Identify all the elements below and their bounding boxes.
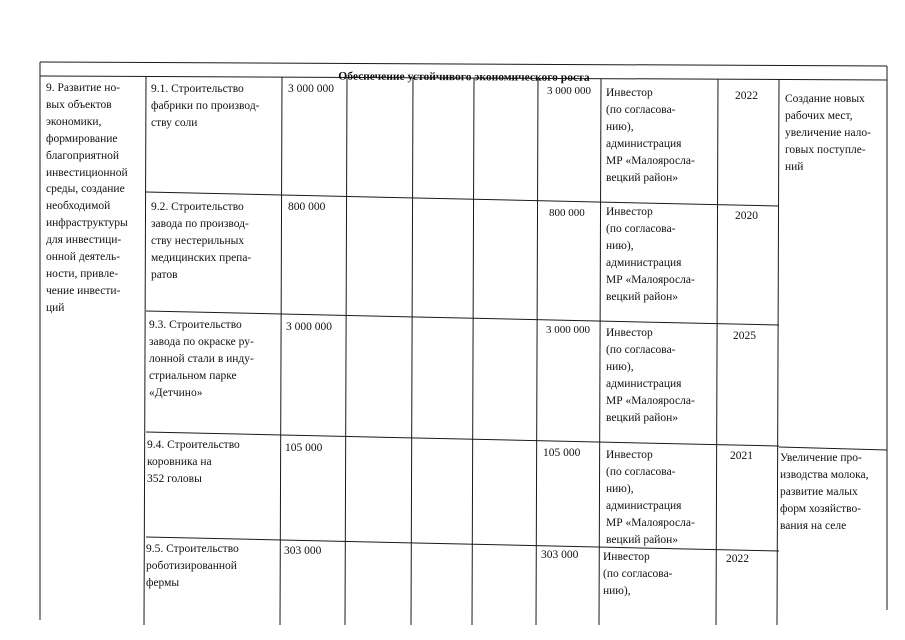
row-1-total: 3 000 000 bbox=[288, 83, 334, 95]
result-2: Увеличение про- изводства молока, развитие малых форм хозяйство- вания на селе bbox=[780, 452, 869, 532]
row-4-total: 105 000 bbox=[285, 442, 323, 454]
row-5-executor: Инвестор (по согласова- нию), bbox=[603, 551, 673, 597]
row-2-total: 800 000 bbox=[288, 201, 326, 213]
row-4-name: 9.4. Строительство коровника на 352 головы bbox=[147, 439, 240, 485]
row-2-executor: Инвестор (по согласова- нию), администрация МР «Малояросла- вецкий район» bbox=[606, 206, 695, 303]
row-2-extra: 800 000 bbox=[549, 207, 585, 219]
result-1: Создание новых рабочих мест, увеличение нало- говых поступле- ний bbox=[785, 93, 871, 173]
row-4-year: 2021 bbox=[730, 450, 753, 462]
row-1-name: 9.1. Строительство фабрики по производ- ству соли bbox=[151, 83, 260, 129]
row-1-year: 2022 bbox=[735, 90, 758, 102]
row-3-extra: 3 000 000 bbox=[546, 324, 590, 336]
row-3-year: 2025 bbox=[733, 330, 756, 342]
row-1-executor: Инвестор (по согласова- нию), администрация МР «Малояросла- вецкий район» bbox=[606, 87, 695, 184]
row-5-year: 2022 bbox=[726, 553, 749, 565]
row-1-extra: 3 000 000 bbox=[547, 85, 591, 97]
row-2-name: 9.2. Строительство завода по производ- ству нестерильных медицинских препа- ратов bbox=[151, 201, 252, 281]
goal-cell: 9. Развитие но- вых объектов экономики, формирование благоприятной инвестиционной среды, создание необходимой инфраструктуры для инвестици- онной деятель- ности, привле- чение инвести- ций bbox=[46, 82, 128, 314]
row-5-name: 9.5. Строительство роботизированной фермы bbox=[146, 543, 239, 589]
row-2-year: 2020 bbox=[735, 210, 758, 222]
row-4-extra: 105 000 bbox=[543, 447, 581, 459]
row-5-total: 303 000 bbox=[284, 545, 322, 557]
section-title: Обеспечение устойчивого экономического роста bbox=[338, 70, 590, 84]
row-3-total: 3 000 000 bbox=[286, 321, 332, 333]
row-3-executor: Инвестор (по согласова- нию), администрация МР «Малояросла- вецкий район» bbox=[606, 327, 695, 424]
row-3-name: 9.3. Строительство завода по окраске ру- лонной стали в инду- стриальном парке «Детчино» bbox=[149, 319, 254, 399]
row-4-executor: Инвестор (по согласова- нию), администрация МР «Малояросла- вецкий район» bbox=[606, 449, 695, 546]
row-5-extra: 303 000 bbox=[541, 549, 579, 561]
